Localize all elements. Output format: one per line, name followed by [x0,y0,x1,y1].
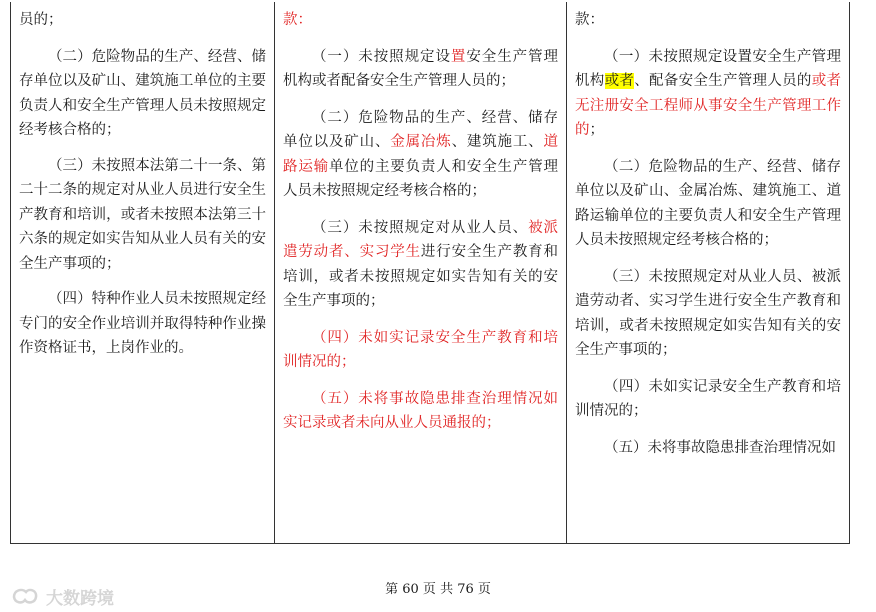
right-paragraph-1 [575,45,841,143]
middle-paragraph-5: （五）未将事故隐患排查治理情况如实记录或者未向从业人员通报的； [283,390,558,431]
right-paragraph-0: 款： [575,12,604,28]
comparison-table [10,2,850,544]
right-paragraph-5: （五）未将事故隐患排查治理情况如 [604,439,836,456]
middle-paragraph-3 [283,216,558,314]
left-paragraph-1: （二）危险物品的生产、经营、储存单位以及矿山、建筑施工单位的主要负责人和安全生产管理人员未按照规定经考核合格的； [19,48,266,138]
text-run: 、配备安全生产管理人员的 [634,73,812,89]
page-number: 第 60 页 共 76 页 [385,582,491,597]
text-run: ； [589,122,604,138]
middle-paragraph-1 [283,45,558,94]
text-run: （三）未按照规定对从业人员、 [312,219,529,236]
left-paragraph-2: （三）未按照本法第二十一条、第二十二条的规定对从业人员进行安全生产教育和培训，或者未按照本法第三十六条的规定如实告知从业人员有关的安全生产事项的； [19,157,266,272]
right-paragraph-2: （二）危险物品的生产、经营、储存单位以及矿山、金属冶炼、建筑施工、道路运输单位的主要负责人和安全生产管理人员未按照规定经考核合格的； [575,158,841,248]
changed-text: 被派遣劳动者、实习学生 [283,219,559,260]
changed-text: 金属冶炼 [390,134,452,150]
text-run: 单位的主要负责人和安全生产管理人员未按照规定经考核合格的； [283,158,559,199]
left-paragraph-3: （四）特种作业人员未按照规定经专门的安全作业培训并取得特种作业操作资格证书，上岗作业的。 [19,291,266,356]
text-run: （一）未按照规定设置安全生产管理机构 [575,48,841,89]
column-final-law [566,2,849,543]
text-run: （二）危险物品的生产、经营、储存单位以及矿山、 [283,109,558,150]
text-run: 、建筑施工、 [451,134,544,150]
middle-paragraph-0: 款： [283,12,312,28]
column-original-law [11,2,274,543]
highlighted-text: 或者 [604,73,635,89]
text-run: 进行安全生产教育和培训，或者未按照规定如实告知有关的安全生产事项的； [283,244,559,309]
right-paragraph-4: （四）未如实记录安全生产教育和培训情况的； [575,378,841,419]
watermark [10,584,114,608]
right-paragraph-3: （三）未按照规定对从业人员、被派遣劳动者、实习学生进行安全生产教育和培训，或者未按照规定如实告知有关的安全生产事项的； [575,268,841,358]
changed-text: 置 [450,48,467,65]
left-paragraph-0: 员的； [19,12,63,28]
column-draft-revision [274,2,566,543]
middle-paragraph-2 [283,106,558,204]
text-run: （一）未按照规定设 [312,48,451,65]
watermark-text: 大数跨境 [46,588,114,609]
changed-text: 道路运输 [283,134,559,175]
text-run: 安全生产管理机构或者配备安全生产管理人员的； [283,48,559,89]
changed-text: 或者无注册安全工程师从事安全生产管理工作的 [575,73,842,138]
watermark-logo-icon [10,585,40,607]
middle-paragraph-4: （四）未如实记录安全生产教育和培训情况的； [283,329,558,370]
